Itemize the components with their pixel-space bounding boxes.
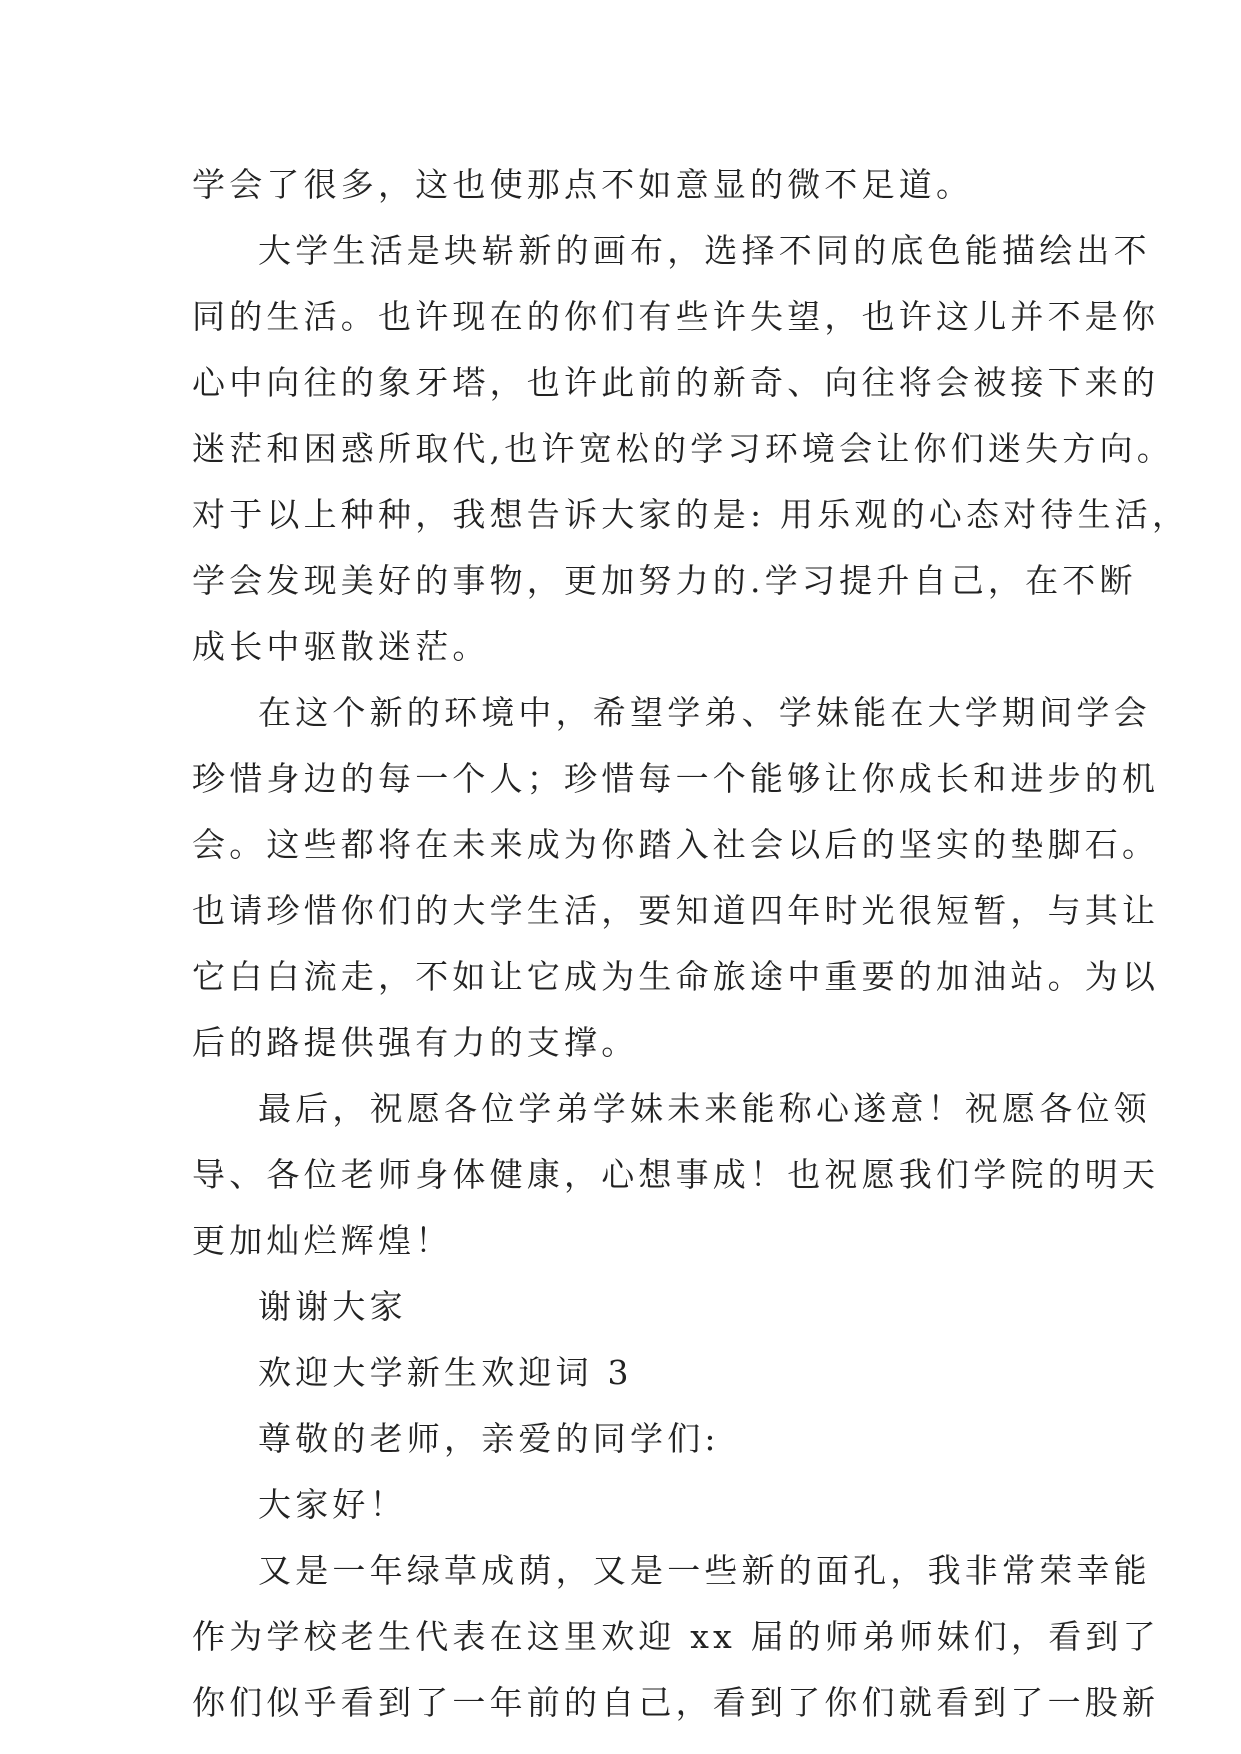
text-line: 珍惜身边的每一个人；珍惜每一个能够让你成长和进步的机 — [192, 759, 1160, 798]
text-line: 作为学校老生代表在这里欢迎 xx 届的师弟师妹们，看到了 — [192, 1617, 1160, 1656]
text-line: 学会发现美好的事物，更加努力的.学习提升自己，在不断 — [192, 561, 1137, 600]
closing-thanks: 谢谢大家 — [258, 1287, 407, 1326]
text-line: 最后，祝愿各位学弟学妹未来能称心遂意！祝愿各位领 — [258, 1089, 1151, 1128]
text-line: 你们似乎看到了一年前的自己，看到了你们就看到了一股新 — [192, 1683, 1160, 1722]
text-line: 又是一年绿草成荫，又是一些新的面孔，我非常荣幸能 — [258, 1551, 1151, 1590]
section-heading: 欢迎大学新生欢迎词 3 — [258, 1353, 633, 1392]
text-line: 学会了很多，这也使那点不如意显的微不足道。 — [192, 165, 974, 204]
text-line: 在这个新的环境中，希望学弟、学妹能在大学期间学会 — [258, 693, 1151, 732]
salutation: 尊敬的老师，亲爱的同学们: — [258, 1419, 720, 1458]
text-line: 心中向往的象牙塔，也许此前的新奇、向往将会被接下来的 — [192, 363, 1160, 402]
text-line: 导、各位老师身体健康，心想事成！也祝愿我们学院的明天 — [192, 1155, 1160, 1194]
document-body — [192, 152, 1190, 1736]
text-line: 迷茫和困惑所取代,也许宽松的学习环境会让你们迷失方向。 — [192, 429, 1174, 468]
text-line: 它白白流走，不如让它成为生命旅途中重要的加油站。为以 — [192, 957, 1160, 996]
text-line: 大学生活是块崭新的画布，选择不同的底色能描绘出不 — [258, 231, 1151, 270]
text-line: 成长中驱散迷茫。 — [192, 627, 490, 666]
text-line: 同的生活。也许现在的你们有些许失望，也许这儿并不是你 — [192, 297, 1160, 336]
text-line: 更加灿烂辉煌！ — [192, 1221, 453, 1260]
text-line: 也请珍惜你们的大学生活，要知道四年时光很短暂，与其让 — [192, 891, 1160, 930]
greeting: 大家好！ — [258, 1485, 407, 1524]
text-line: 会。这些都将在未来成为你踏入社会以后的坚实的垫脚石。 — [192, 825, 1160, 864]
text-line: 后的路提供强有力的支撑。 — [192, 1023, 639, 1062]
text-line: 对于以上种种，我想告诉大家的是: 用乐观的心态对待生活， — [192, 495, 1190, 534]
